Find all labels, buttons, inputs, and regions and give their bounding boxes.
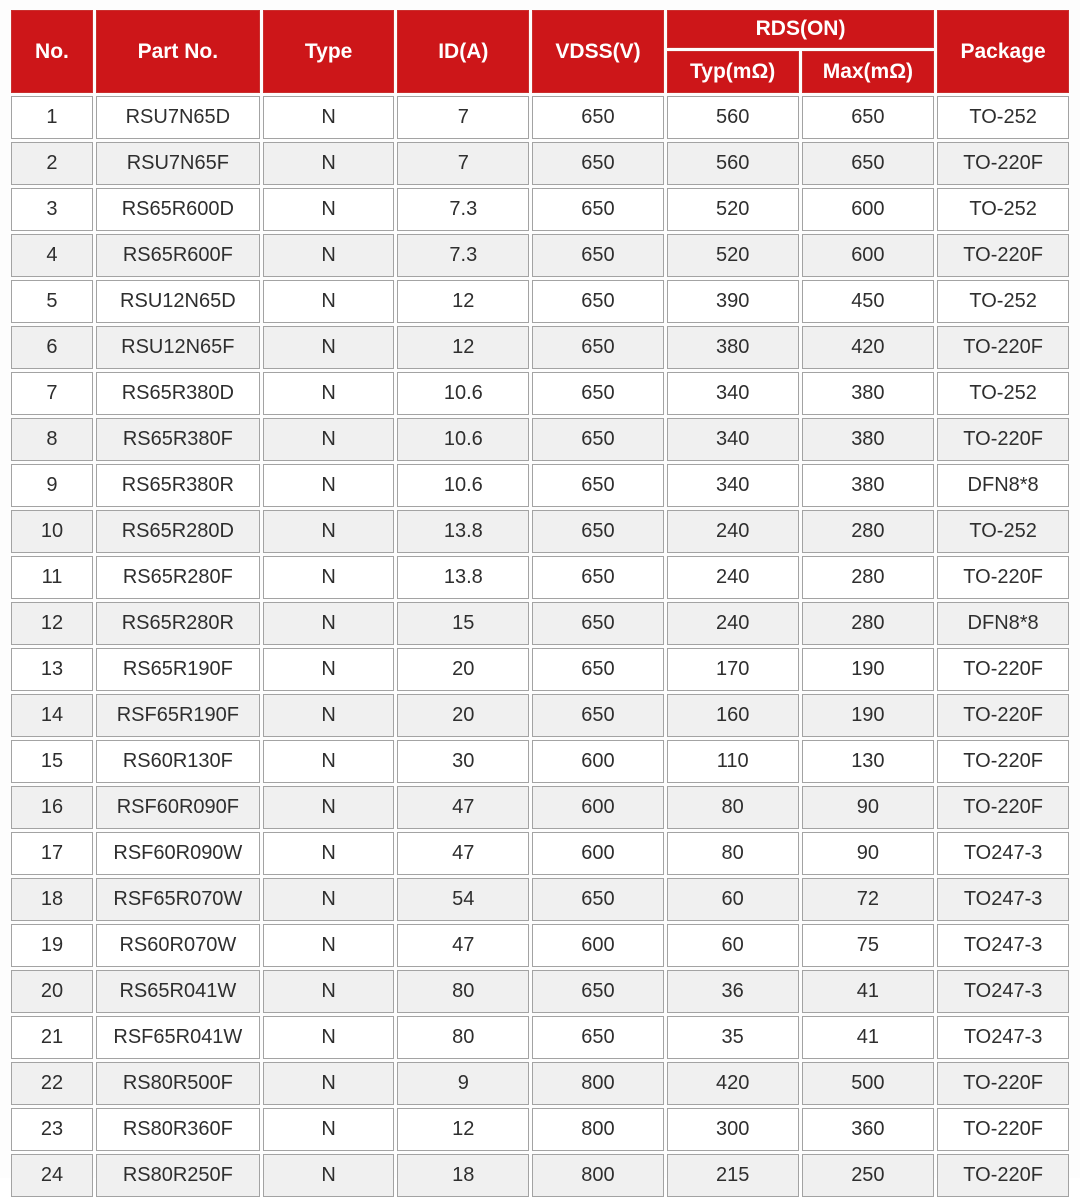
table-row: [11, 832, 1069, 875]
table-row: [11, 142, 1069, 185]
table-row: [11, 556, 1069, 599]
cell-id-a: 12: [397, 1108, 529, 1151]
cell-no: 23: [11, 1108, 93, 1151]
cell-id-a: 12: [397, 280, 529, 323]
cell-no: 21: [11, 1016, 93, 1059]
cell-id-a: 47: [397, 832, 529, 875]
cell-rds-typ: 215: [667, 1154, 799, 1197]
cell-part-no: RS65R600D: [96, 188, 260, 231]
cell-no: 19: [11, 924, 93, 967]
cell-part-no: RS65R280R: [96, 602, 260, 645]
col-header-type: Type: [263, 10, 395, 93]
cell-no: 22: [11, 1062, 93, 1105]
cell-id-a: 10.6: [397, 372, 529, 415]
cell-vdss-v: 650: [532, 234, 664, 277]
table-row: [11, 694, 1069, 737]
cell-no: 14: [11, 694, 93, 737]
cell-rds-typ: 240: [667, 556, 799, 599]
cell-no: 16: [11, 786, 93, 829]
cell-id-a: 18: [397, 1154, 529, 1197]
cell-type: N: [263, 602, 395, 645]
table-row: [11, 1016, 1069, 1059]
cell-rds-max: 650: [802, 96, 935, 139]
cell-package: TO-220F: [937, 694, 1069, 737]
cell-part-no: RSF65R190F: [96, 694, 260, 737]
cell-type: N: [263, 280, 395, 323]
table-row: [11, 878, 1069, 921]
cell-package: TO-220F: [937, 740, 1069, 783]
cell-rds-max: 600: [802, 188, 935, 231]
cell-vdss-v: 650: [532, 510, 664, 553]
cell-no: 20: [11, 970, 93, 1013]
cell-rds-typ: 240: [667, 602, 799, 645]
cell-rds-typ: 300: [667, 1108, 799, 1151]
cell-vdss-v: 600: [532, 786, 664, 829]
cell-id-a: 47: [397, 786, 529, 829]
cell-rds-max: 450: [802, 280, 935, 323]
cell-no: 13: [11, 648, 93, 691]
table-row: [11, 924, 1069, 967]
cell-vdss-v: 650: [532, 694, 664, 737]
cell-type: N: [263, 1016, 395, 1059]
cell-type: N: [263, 188, 395, 231]
cell-vdss-v: 650: [532, 280, 664, 323]
cell-rds-typ: 240: [667, 510, 799, 553]
cell-rds-max: 250: [802, 1154, 935, 1197]
table-row: [11, 510, 1069, 553]
cell-part-no: RS65R380D: [96, 372, 260, 415]
cell-part-no: RSU7N65D: [96, 96, 260, 139]
table-row: [11, 970, 1069, 1013]
cell-vdss-v: 650: [532, 648, 664, 691]
cell-part-no: RS65R380F: [96, 418, 260, 461]
cell-part-no: RS80R500F: [96, 1062, 260, 1105]
cell-vdss-v: 800: [532, 1108, 664, 1151]
cell-type: N: [263, 1154, 395, 1197]
cell-rds-typ: 35: [667, 1016, 799, 1059]
cell-no: 8: [11, 418, 93, 461]
cell-rds-typ: 340: [667, 464, 799, 507]
cell-id-a: 7: [397, 142, 529, 185]
mosfet-spec-table: [8, 7, 1072, 1200]
cell-rds-typ: 380: [667, 326, 799, 369]
cell-id-a: 13.8: [397, 556, 529, 599]
cell-no: 2: [11, 142, 93, 185]
cell-no: 4: [11, 234, 93, 277]
cell-rds-typ: 60: [667, 924, 799, 967]
cell-part-no: RS65R190F: [96, 648, 260, 691]
cell-no: 7: [11, 372, 93, 415]
cell-vdss-v: 600: [532, 924, 664, 967]
cell-type: N: [263, 970, 395, 1013]
table-row: [11, 280, 1069, 323]
cell-rds-typ: 390: [667, 280, 799, 323]
cell-part-no: RS65R280D: [96, 510, 260, 553]
cell-package: TO247-3: [937, 878, 1069, 921]
table-body: [11, 96, 1069, 1197]
cell-rds-max: 130: [802, 740, 935, 783]
cell-id-a: 20: [397, 694, 529, 737]
cell-type: N: [263, 740, 395, 783]
cell-no: 11: [11, 556, 93, 599]
cell-rds-typ: 160: [667, 694, 799, 737]
cell-package: TO-252: [937, 510, 1069, 553]
cell-package: TO-252: [937, 280, 1069, 323]
cell-no: 12: [11, 602, 93, 645]
cell-package: TO-220F: [937, 142, 1069, 185]
cell-id-a: 15: [397, 602, 529, 645]
cell-vdss-v: 650: [532, 878, 664, 921]
cell-rds-typ: 80: [667, 832, 799, 875]
cell-rds-typ: 60: [667, 878, 799, 921]
cell-vdss-v: 650: [532, 1016, 664, 1059]
table-row: [11, 326, 1069, 369]
cell-type: N: [263, 1108, 395, 1151]
cell-rds-max: 280: [802, 602, 935, 645]
table-row: [11, 602, 1069, 645]
cell-id-a: 7.3: [397, 188, 529, 231]
cell-rds-max: 72: [802, 878, 935, 921]
cell-type: N: [263, 924, 395, 967]
col-header-part-no: Part No.: [96, 10, 260, 93]
table-row: [11, 372, 1069, 415]
cell-rds-max: 41: [802, 1016, 935, 1059]
cell-vdss-v: 600: [532, 832, 664, 875]
cell-type: N: [263, 464, 395, 507]
cell-vdss-v: 650: [532, 970, 664, 1013]
table-row: [11, 1108, 1069, 1151]
cell-package: TO-220F: [937, 326, 1069, 369]
cell-id-a: 20: [397, 648, 529, 691]
cell-package: TO-220F: [937, 556, 1069, 599]
table-row: [11, 1154, 1069, 1197]
col-header-vdss-v: VDSS(V): [532, 10, 664, 93]
cell-rds-max: 380: [802, 372, 935, 415]
cell-type: N: [263, 418, 395, 461]
cell-id-a: 54: [397, 878, 529, 921]
cell-part-no: RS65R600F: [96, 234, 260, 277]
cell-vdss-v: 650: [532, 326, 664, 369]
cell-part-no: RS65R380R: [96, 464, 260, 507]
cell-part-no: RS60R130F: [96, 740, 260, 783]
cell-rds-max: 41: [802, 970, 935, 1013]
cell-vdss-v: 650: [532, 372, 664, 415]
cell-type: N: [263, 786, 395, 829]
cell-type: N: [263, 832, 395, 875]
cell-package: TO-252: [937, 188, 1069, 231]
cell-rds-max: 90: [802, 832, 935, 875]
table-header: [11, 10, 1069, 93]
cell-no: 10: [11, 510, 93, 553]
cell-package: DFN8*8: [937, 602, 1069, 645]
col-header-id-a: ID(A): [397, 10, 529, 93]
cell-rds-typ: 110: [667, 740, 799, 783]
cell-no: 18: [11, 878, 93, 921]
cell-rds-max: 280: [802, 510, 935, 553]
col-header-rds-on: RDS(ON): [667, 10, 934, 48]
col-header-rds-max: Max(mΩ): [802, 51, 935, 93]
cell-part-no: RSF65R041W: [96, 1016, 260, 1059]
table-row: [11, 1062, 1069, 1105]
cell-package: TO-220F: [937, 648, 1069, 691]
col-header-no: No.: [11, 10, 93, 93]
cell-rds-max: 380: [802, 418, 935, 461]
cell-rds-max: 380: [802, 464, 935, 507]
cell-type: N: [263, 510, 395, 553]
cell-type: N: [263, 326, 395, 369]
cell-no: 3: [11, 188, 93, 231]
cell-rds-max: 600: [802, 234, 935, 277]
cell-rds-typ: 36: [667, 970, 799, 1013]
cell-rds-typ: 560: [667, 142, 799, 185]
cell-rds-max: 190: [802, 648, 935, 691]
cell-package: TO247-3: [937, 832, 1069, 875]
table-row: [11, 648, 1069, 691]
cell-package: TO247-3: [937, 970, 1069, 1013]
cell-package: TO-220F: [937, 234, 1069, 277]
cell-package: TO-220F: [937, 1108, 1069, 1151]
cell-vdss-v: 650: [532, 142, 664, 185]
table-row: [11, 464, 1069, 507]
cell-rds-typ: 520: [667, 188, 799, 231]
cell-rds-max: 280: [802, 556, 935, 599]
cell-package: TO247-3: [937, 1016, 1069, 1059]
cell-package: TO247-3: [937, 924, 1069, 967]
cell-part-no: RSF65R070W: [96, 878, 260, 921]
cell-package: TO-252: [937, 372, 1069, 415]
cell-no: 9: [11, 464, 93, 507]
table-row: [11, 786, 1069, 829]
cell-id-a: 10.6: [397, 464, 529, 507]
cell-type: N: [263, 96, 395, 139]
cell-id-a: 12: [397, 326, 529, 369]
cell-no: 1: [11, 96, 93, 139]
cell-rds-typ: 560: [667, 96, 799, 139]
cell-vdss-v: 650: [532, 464, 664, 507]
cell-part-no: RSF60R090F: [96, 786, 260, 829]
table-row: [11, 740, 1069, 783]
cell-vdss-v: 650: [532, 556, 664, 599]
cell-rds-typ: 340: [667, 372, 799, 415]
cell-vdss-v: 650: [532, 418, 664, 461]
cell-rds-max: 650: [802, 142, 935, 185]
cell-vdss-v: 800: [532, 1062, 664, 1105]
cell-id-a: 9: [397, 1062, 529, 1105]
cell-type: N: [263, 878, 395, 921]
cell-id-a: 80: [397, 970, 529, 1013]
cell-part-no: RSU12N65D: [96, 280, 260, 323]
cell-id-a: 30: [397, 740, 529, 783]
cell-package: DFN8*8: [937, 464, 1069, 507]
table-row: [11, 418, 1069, 461]
cell-part-no: RSF60R090W: [96, 832, 260, 875]
cell-package: TO-220F: [937, 1154, 1069, 1197]
cell-type: N: [263, 1062, 395, 1105]
cell-package: TO-220F: [937, 786, 1069, 829]
cell-part-no: RS80R360F: [96, 1108, 260, 1151]
cell-type: N: [263, 556, 395, 599]
table-row: [11, 188, 1069, 231]
cell-rds-typ: 170: [667, 648, 799, 691]
cell-id-a: 7: [397, 96, 529, 139]
cell-vdss-v: 650: [532, 188, 664, 231]
cell-id-a: 7.3: [397, 234, 529, 277]
cell-package: TO-220F: [937, 1062, 1069, 1105]
cell-rds-typ: 420: [667, 1062, 799, 1105]
cell-rds-max: 500: [802, 1062, 935, 1105]
cell-no: 6: [11, 326, 93, 369]
cell-vdss-v: 800: [532, 1154, 664, 1197]
table-row: [11, 96, 1069, 139]
cell-rds-max: 75: [802, 924, 935, 967]
cell-type: N: [263, 142, 395, 185]
cell-package: TO-252: [937, 96, 1069, 139]
cell-type: N: [263, 234, 395, 277]
cell-id-a: 10.6: [397, 418, 529, 461]
cell-type: N: [263, 648, 395, 691]
cell-rds-max: 360: [802, 1108, 935, 1151]
col-header-package: Package: [937, 10, 1069, 93]
cell-no: 15: [11, 740, 93, 783]
cell-part-no: RS65R280F: [96, 556, 260, 599]
cell-no: 17: [11, 832, 93, 875]
cell-id-a: 80: [397, 1016, 529, 1059]
cell-id-a: 13.8: [397, 510, 529, 553]
cell-rds-typ: 80: [667, 786, 799, 829]
cell-type: N: [263, 372, 395, 415]
cell-id-a: 47: [397, 924, 529, 967]
cell-rds-max: 190: [802, 694, 935, 737]
cell-type: N: [263, 694, 395, 737]
col-header-rds-typ: Typ(mΩ): [667, 51, 799, 93]
cell-rds-max: 90: [802, 786, 935, 829]
cell-part-no: RS60R070W: [96, 924, 260, 967]
cell-part-no: RSU12N65F: [96, 326, 260, 369]
cell-vdss-v: 650: [532, 602, 664, 645]
cell-package: TO-220F: [937, 418, 1069, 461]
cell-part-no: RS65R041W: [96, 970, 260, 1013]
cell-no: 5: [11, 280, 93, 323]
cell-vdss-v: 650: [532, 96, 664, 139]
table-row: [11, 234, 1069, 277]
cell-rds-max: 420: [802, 326, 935, 369]
cell-rds-typ: 340: [667, 418, 799, 461]
cell-part-no: RS80R250F: [96, 1154, 260, 1197]
cell-part-no: RSU7N65F: [96, 142, 260, 185]
cell-vdss-v: 600: [532, 740, 664, 783]
cell-no: 24: [11, 1154, 93, 1197]
cell-rds-typ: 520: [667, 234, 799, 277]
